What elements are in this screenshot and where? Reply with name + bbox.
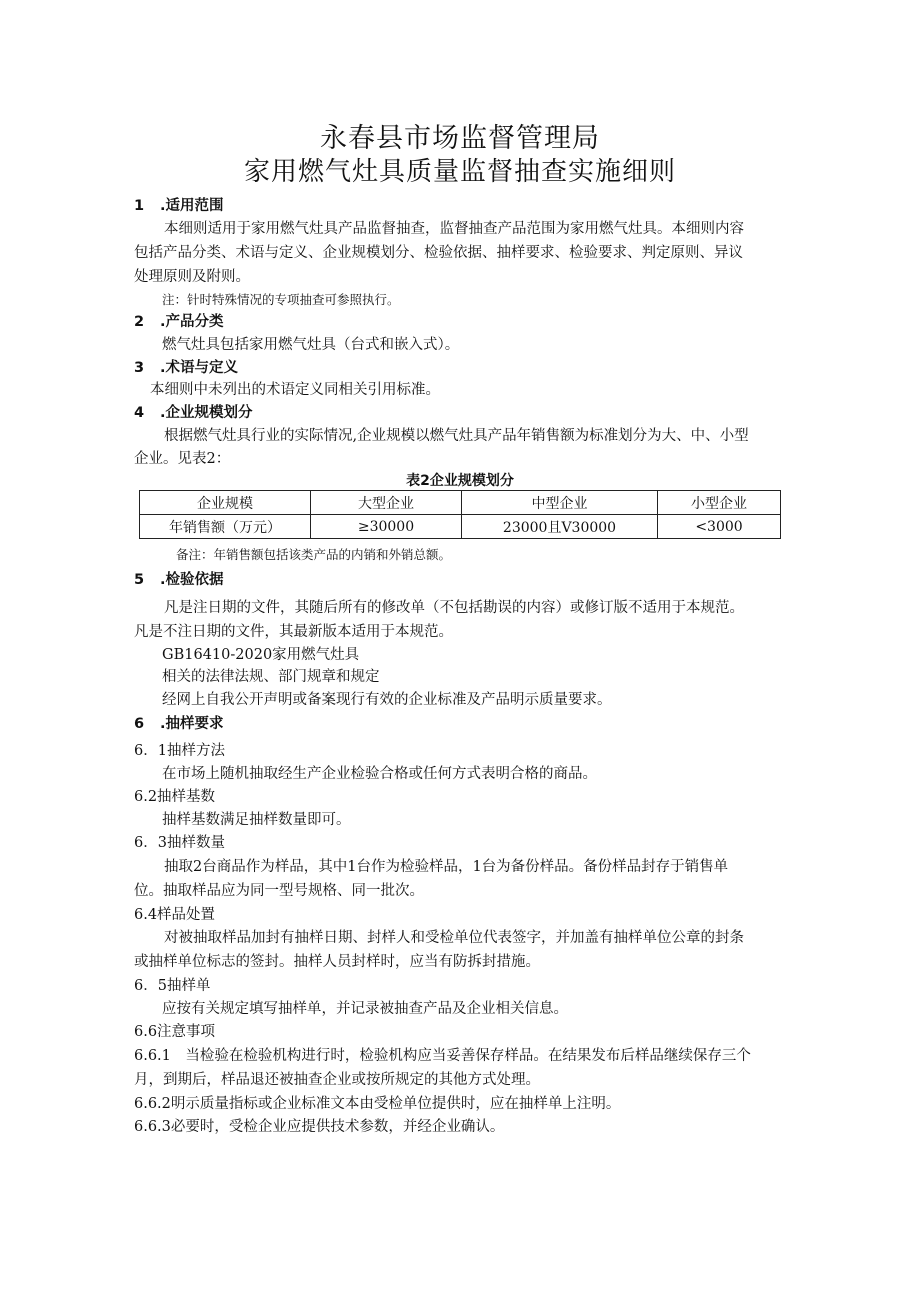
section-1-number: 1 [134,198,145,214]
subsection-6-3-heading: 6．3抽样数量 [134,835,225,851]
section-2-heading [134,312,224,332]
section-2-paragraph: 燃气灶具包括家用燃气灶具（台式和嵌入式）。 [162,337,460,353]
subsection-6-1-paragraph: 在市场上随机抽取经生产企业检验合格或任何方式表明合格的商品。 [162,766,597,782]
table-cell: <3000 [658,515,781,539]
section-5-paragraph-line: 凡是注日期的文件，其随后所有的修改单（不包括勘误的内容）或修订版不适用于本规范。 [164,600,744,616]
section-3-heading [134,358,238,378]
section-3-paragraph: 本细则中未列出的术语定义同相关引用标准。 [150,382,440,398]
section-1-paragraph-line: 包括产品分类、术语与定义、企业规模划分、检验依据、抽样要求、检验要求、判定原则、异议 [134,245,743,261]
section-5-paragraph-line: 凡是不注日期的文件，其最新版本适用于本规范。 [134,624,453,640]
subsection-6-3-paragraph-line: 位。抽取样品应为同一型号规格、同一批次。 [134,883,424,899]
section-1-note: 注：针时特殊情况的专项抽查可参照执行。 [162,292,400,307]
section-4-paragraph-line: 根据燃气灶具行业的实际情况,企业规模以燃气灶具产品年销售额为标准划分为大、中、小型 [164,428,749,444]
section-6-heading [134,714,224,734]
subsection-6-6-1-line: 6.6.1 当检验在检验机构进行时，检验机构应当妥善保存样品。在结果发布后样品继续保存三个 [134,1048,751,1064]
section-4-paragraph-line: 企业。见表2： [134,451,231,467]
subsection-6-2-paragraph: 抽样基数满足抽样数量即可。 [162,812,351,828]
section-3-title: .术语与定义 [160,360,239,376]
section-5-standard: GB16410-2020家用燃气灶具 [162,647,360,663]
table-header-cell: 企业规模 [140,491,311,515]
table-header-cell: 小型企业 [658,491,781,515]
table-caption: 表2企业规模划分 [406,473,514,489]
table-cell: 年销售额（万元） [140,515,311,539]
subsection-6-6-3: 6.6.3必要时，受检企业应提供技术参数，并经企业确认。 [134,1119,505,1135]
section-4-number: 4 [134,405,145,421]
section-2-title: .产品分类 [160,314,224,330]
section-1-title: .适用范围 [160,198,224,214]
table-remark: 备注：年销售额包括该类产品的内销和外销总额。 [176,547,452,562]
section-1-heading [134,196,224,216]
section-1-paragraph-line: 处理原则及附则。 [134,269,250,285]
table-row [140,515,781,539]
section-5-heading [134,570,224,590]
subsection-6-2-heading: 6.2抽样基数 [134,789,216,805]
subsection-6-5-heading: 6．5抽样单 [134,978,211,994]
section-5-item: 相关的法律法规、部门规章和规定 [162,669,380,685]
page-title: 永春县市场监督管理局 [320,123,600,154]
section-4-title: .企业规模划分 [160,405,253,421]
page-subtitle: 家用燃气灶具质量监督抽查实施细则 [243,157,676,187]
table-header-cell: 大型企业 [311,491,462,515]
subsection-6-6-1-line: 月，到期后，样品退还被抽查企业或按所规定的其他方式处理。 [134,1072,540,1088]
subsection-6-1-heading: 6．1抽样方法 [134,743,225,759]
subsection-6-6-2: 6.6.2明示质量指标或企业标准文本由受检单位提供时，应在抽样单上注明。 [134,1096,621,1112]
table-header-row [140,491,781,515]
section-6-title: .抽样要求 [160,716,224,732]
table-cell: 23000且V30000 [462,515,658,539]
section-3-number: 3 [134,360,145,376]
section-5-number: 5 [134,572,145,588]
section-5-title: .检验依据 [160,572,224,588]
section-2-number: 2 [134,314,145,330]
subsection-6-4-heading: 6.4样品处置 [134,907,216,923]
table-header-cell: 中型企业 [462,491,658,515]
subsection-6-5-paragraph: 应按有关规定填写抽样单，并记录被抽查产品及企业相关信息。 [162,1001,568,1017]
enterprise-scale-table [139,490,781,539]
section-5-item: 经网上自我公开声明或备案现行有效的企业标准及产品明示质量要求。 [162,692,612,708]
subsection-6-3-paragraph-line: 抽取2台商品作为样品，其中1台作为检验样品，1台为备份样品。备份样品封存于销售单 [164,859,729,875]
subsection-6-4-paragraph-line: 对被抽取样品加封有抽样日期、封样人和受检单位代表签字，并加盖有抽样单位公章的封条 [164,930,744,946]
section-6-number: 6 [134,716,145,732]
subsection-6-6-heading: 6.6注意事项 [134,1024,216,1040]
section-1-paragraph-line: 本细则适用于家用燃气灶具产品监督抽查，监督抽查产品范围为家用燃气灶具。本细则内容 [164,221,744,237]
subsection-6-4-paragraph-line: 或抽样单位标志的签封。抽样人员封样时，应当有防拆封措施。 [134,954,540,970]
table-cell: ≥30000 [311,515,462,539]
section-4-heading [134,403,253,423]
